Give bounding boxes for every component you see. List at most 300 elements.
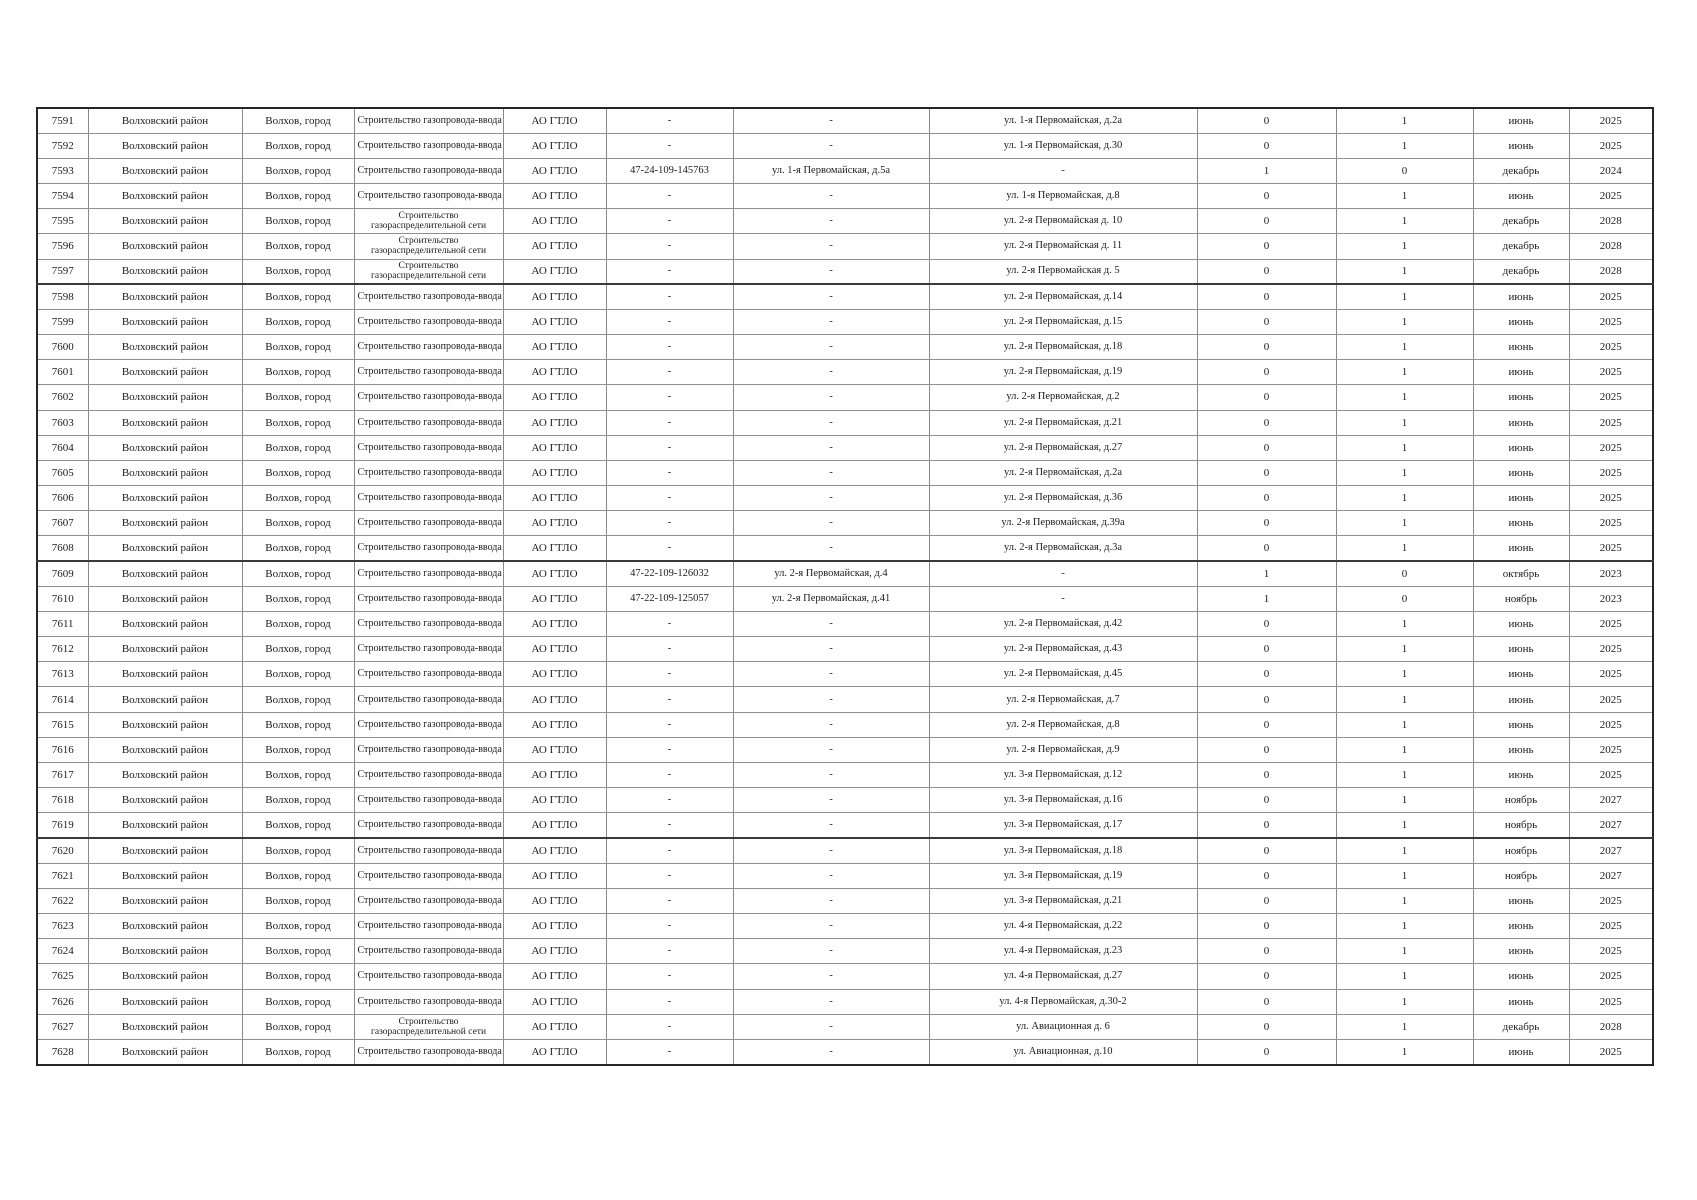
cell-planned-count: 1 <box>1336 1014 1473 1039</box>
cell-registration-number: - <box>606 989 733 1014</box>
cell-registration-number: - <box>606 184 733 209</box>
cell-row-number: 7599 <box>37 309 88 334</box>
cell-district: Волховский район <box>88 863 242 888</box>
cell-planned-address: ул. 4-я Первомайская, д.30-2 <box>929 989 1197 1014</box>
cell-month: июнь <box>1473 284 1569 309</box>
cell-year: 2028 <box>1569 209 1653 234</box>
cell-planned-address: ул. 2-я Первомайская, д.9 <box>929 737 1197 762</box>
cell-registration-number: - <box>606 385 733 410</box>
cell-planned-count: 1 <box>1336 712 1473 737</box>
cell-year: 2025 <box>1569 108 1653 133</box>
cell-month: июнь <box>1473 662 1569 687</box>
cell-year: 2025 <box>1569 435 1653 460</box>
cell-registration-number: - <box>606 712 733 737</box>
cell-work-type: Строительство газораспределительной сети <box>354 1014 503 1039</box>
cell-organization: АО ГТЛО <box>503 360 606 385</box>
cell-planned-address: ул. 1-я Первомайская, д.2а <box>929 108 1197 133</box>
cell-year: 2025 <box>1569 939 1653 964</box>
cell-row-number: 7601 <box>37 360 88 385</box>
cell-month: июнь <box>1473 964 1569 989</box>
cell-registered-address: - <box>733 964 929 989</box>
cell-completed-count: 0 <box>1197 108 1336 133</box>
cell-district: Волховский район <box>88 511 242 536</box>
cell-registered-address: ул. 1-я Первомайская, д.5а <box>733 158 929 183</box>
cell-row-number: 7609 <box>37 561 88 586</box>
cell-planned-count: 1 <box>1336 335 1473 360</box>
cell-year: 2025 <box>1569 309 1653 334</box>
cell-planned-address: ул. 4-я Первомайская, д.23 <box>929 939 1197 964</box>
cell-registered-address: - <box>733 385 929 410</box>
cell-planned-count: 1 <box>1336 133 1473 158</box>
cell-planned-address: ул. 2-я Первомайская, д.42 <box>929 611 1197 636</box>
cell-work-type: Строительство газопровода-ввода <box>354 914 503 939</box>
table-row <box>37 385 1653 410</box>
cell-settlement: Волхов, город <box>242 1014 354 1039</box>
cell-planned-count: 1 <box>1336 788 1473 813</box>
cell-registered-address: - <box>733 536 929 561</box>
cell-organization: АО ГТЛО <box>503 888 606 913</box>
cell-registered-address: - <box>733 637 929 662</box>
cell-registration-number: 47-24-109-145763 <box>606 158 733 183</box>
cell-month: июнь <box>1473 1039 1569 1065</box>
cell-district: Волховский район <box>88 360 242 385</box>
cell-planned-address: ул. 2-я Первомайская д. 5 <box>929 259 1197 284</box>
cell-completed-count: 0 <box>1197 460 1336 485</box>
cell-district: Волховский район <box>88 637 242 662</box>
cell-row-number: 7606 <box>37 486 88 511</box>
cell-settlement: Волхов, город <box>242 964 354 989</box>
cell-organization: АО ГТЛО <box>503 410 606 435</box>
cell-row-number: 7621 <box>37 863 88 888</box>
cell-year: 2025 <box>1569 888 1653 913</box>
cell-completed-count: 0 <box>1197 914 1336 939</box>
table-row <box>37 964 1653 989</box>
table-row <box>37 410 1653 435</box>
table-row <box>37 360 1653 385</box>
cell-organization: АО ГТЛО <box>503 309 606 334</box>
cell-year: 2025 <box>1569 712 1653 737</box>
cell-registered-address: - <box>733 737 929 762</box>
cell-settlement: Волхов, город <box>242 234 354 259</box>
cell-organization: АО ГТЛО <box>503 712 606 737</box>
cell-work-type: Строительство газопровода-ввода <box>354 184 503 209</box>
cell-registration-number: - <box>606 108 733 133</box>
cell-completed-count: 0 <box>1197 863 1336 888</box>
cell-year: 2027 <box>1569 863 1653 888</box>
cell-year: 2025 <box>1569 989 1653 1014</box>
cell-settlement: Волхов, город <box>242 687 354 712</box>
cell-registered-address: - <box>733 662 929 687</box>
cell-settlement: Волхов, город <box>242 939 354 964</box>
cell-work-type: Строительство газопровода-ввода <box>354 486 503 511</box>
cell-registered-address: - <box>733 284 929 309</box>
cell-registration-number: - <box>606 536 733 561</box>
cell-registered-address: - <box>733 259 929 284</box>
cell-registration-number: - <box>606 863 733 888</box>
cell-month: июнь <box>1473 536 1569 561</box>
cell-row-number: 7623 <box>37 914 88 939</box>
cell-registration-number: - <box>606 234 733 259</box>
cell-district: Волховский район <box>88 309 242 334</box>
cell-completed-count: 0 <box>1197 385 1336 410</box>
cell-planned-count: 1 <box>1336 964 1473 989</box>
cell-row-number: 7592 <box>37 133 88 158</box>
cell-registered-address: - <box>733 1014 929 1039</box>
cell-registration-number: - <box>606 309 733 334</box>
cell-completed-count: 0 <box>1197 536 1336 561</box>
cell-month: июнь <box>1473 435 1569 460</box>
cell-year: 2025 <box>1569 737 1653 762</box>
cell-work-type: Строительство газопровода-ввода <box>354 838 503 863</box>
cell-registered-address: - <box>733 687 929 712</box>
cell-row-number: 7591 <box>37 108 88 133</box>
cell-planned-address: ул. 4-я Первомайская, д.22 <box>929 914 1197 939</box>
cell-settlement: Волхов, город <box>242 209 354 234</box>
cell-row-number: 7626 <box>37 989 88 1014</box>
cell-district: Волховский район <box>88 1014 242 1039</box>
cell-settlement: Волхов, город <box>242 108 354 133</box>
cell-work-type: Строительство газопровода-ввода <box>354 712 503 737</box>
cell-organization: АО ГТЛО <box>503 737 606 762</box>
cell-completed-count: 0 <box>1197 788 1336 813</box>
cell-settlement: Волхов, город <box>242 737 354 762</box>
cell-organization: АО ГТЛО <box>503 259 606 284</box>
cell-completed-count: 0 <box>1197 637 1336 662</box>
table-row <box>37 133 1653 158</box>
cell-settlement: Волхов, город <box>242 888 354 913</box>
cell-district: Волховский район <box>88 813 242 838</box>
cell-organization: АО ГТЛО <box>503 863 606 888</box>
cell-month: июнь <box>1473 914 1569 939</box>
cell-planned-count: 1 <box>1336 536 1473 561</box>
cell-planned-address: - <box>929 158 1197 183</box>
cell-completed-count: 0 <box>1197 184 1336 209</box>
cell-year: 2024 <box>1569 158 1653 183</box>
table-body <box>37 108 1653 1065</box>
cell-planned-address: ул. 4-я Первомайская, д.27 <box>929 964 1197 989</box>
cell-registered-address: - <box>733 1039 929 1065</box>
cell-registered-address: - <box>733 989 929 1014</box>
cell-district: Волховский район <box>88 435 242 460</box>
cell-work-type: Строительство газопровода-ввода <box>354 284 503 309</box>
cell-work-type: Строительство газопровода-ввода <box>354 863 503 888</box>
cell-registration-number: - <box>606 511 733 536</box>
cell-registration-number: - <box>606 964 733 989</box>
cell-organization: АО ГТЛО <box>503 762 606 787</box>
cell-planned-address: ул. 3-я Первомайская, д.21 <box>929 888 1197 913</box>
table-row <box>37 561 1653 586</box>
cell-settlement: Волхов, город <box>242 989 354 1014</box>
cell-registration-number: - <box>606 209 733 234</box>
cell-settlement: Волхов, город <box>242 838 354 863</box>
cell-planned-address: ул. 2-я Первомайская д. 10 <box>929 209 1197 234</box>
cell-district: Волховский район <box>88 335 242 360</box>
cell-month: июнь <box>1473 762 1569 787</box>
cell-planned-address: - <box>929 586 1197 611</box>
cell-completed-count: 0 <box>1197 511 1336 536</box>
cell-month: июнь <box>1473 712 1569 737</box>
cell-work-type: Строительство газопровода-ввода <box>354 385 503 410</box>
cell-completed-count: 0 <box>1197 1039 1336 1065</box>
cell-completed-count: 0 <box>1197 360 1336 385</box>
cell-planned-count: 1 <box>1336 435 1473 460</box>
cell-organization: АО ГТЛО <box>503 460 606 485</box>
cell-organization: АО ГТЛО <box>503 586 606 611</box>
cell-registered-address: - <box>733 939 929 964</box>
cell-completed-count: 0 <box>1197 888 1336 913</box>
cell-planned-address: ул. 2-я Первомайская, д.15 <box>929 309 1197 334</box>
table-row <box>37 209 1653 234</box>
table-row <box>37 1014 1653 1039</box>
cell-registration-number: 47-22-109-126032 <box>606 561 733 586</box>
cell-completed-count: 0 <box>1197 687 1336 712</box>
cell-planned-count: 1 <box>1336 1039 1473 1065</box>
cell-organization: АО ГТЛО <box>503 435 606 460</box>
cell-registration-number: - <box>606 284 733 309</box>
cell-district: Волховский район <box>88 259 242 284</box>
cell-month: июнь <box>1473 360 1569 385</box>
cell-completed-count: 0 <box>1197 259 1336 284</box>
cell-month: июнь <box>1473 133 1569 158</box>
cell-settlement: Волхов, город <box>242 1039 354 1065</box>
cell-completed-count: 0 <box>1197 410 1336 435</box>
cell-organization: АО ГТЛО <box>503 385 606 410</box>
cell-district: Волховский район <box>88 788 242 813</box>
cell-work-type: Строительство газопровода-ввода <box>354 108 503 133</box>
cell-settlement: Волхов, город <box>242 385 354 410</box>
cell-registration-number: - <box>606 662 733 687</box>
table-row <box>37 662 1653 687</box>
cell-planned-count: 1 <box>1336 687 1473 712</box>
cell-year: 2025 <box>1569 133 1653 158</box>
cell-planned-address: ул. 1-я Первомайская, д.8 <box>929 184 1197 209</box>
cell-planned-count: 1 <box>1336 259 1473 284</box>
cell-settlement: Волхов, город <box>242 662 354 687</box>
cell-organization: АО ГТЛО <box>503 813 606 838</box>
cell-organization: АО ГТЛО <box>503 234 606 259</box>
cell-registration-number: - <box>606 888 733 913</box>
cell-registered-address: - <box>733 133 929 158</box>
cell-year: 2025 <box>1569 511 1653 536</box>
cell-row-number: 7625 <box>37 964 88 989</box>
cell-month: июнь <box>1473 335 1569 360</box>
cell-planned-count: 1 <box>1336 737 1473 762</box>
cell-planned-count: 0 <box>1336 158 1473 183</box>
cell-month: июнь <box>1473 989 1569 1014</box>
cell-registered-address: - <box>733 863 929 888</box>
cell-work-type: Строительство газопровода-ввода <box>354 964 503 989</box>
cell-planned-count: 1 <box>1336 486 1473 511</box>
cell-district: Волховский район <box>88 838 242 863</box>
table-row <box>37 888 1653 913</box>
cell-year: 2027 <box>1569 838 1653 863</box>
cell-year: 2025 <box>1569 1039 1653 1065</box>
cell-district: Волховский район <box>88 158 242 183</box>
cell-completed-count: 0 <box>1197 284 1336 309</box>
cell-work-type: Строительство газопровода-ввода <box>354 687 503 712</box>
cell-registered-address: - <box>733 410 929 435</box>
cell-completed-count: 0 <box>1197 662 1336 687</box>
gas-construction-registry-table <box>36 107 1654 1066</box>
cell-row-number: 7616 <box>37 737 88 762</box>
cell-district: Волховский район <box>88 561 242 586</box>
cell-planned-count: 1 <box>1336 914 1473 939</box>
cell-registered-address: - <box>733 309 929 334</box>
cell-planned-count: 1 <box>1336 209 1473 234</box>
cell-month: июнь <box>1473 511 1569 536</box>
cell-settlement: Волхов, город <box>242 511 354 536</box>
cell-work-type: Строительство газопровода-ввода <box>354 536 503 561</box>
cell-completed-count: 0 <box>1197 964 1336 989</box>
cell-district: Волховский район <box>88 888 242 913</box>
table-row <box>37 838 1653 863</box>
cell-planned-count: 1 <box>1336 637 1473 662</box>
cell-settlement: Волхов, город <box>242 712 354 737</box>
cell-organization: АО ГТЛО <box>503 838 606 863</box>
cell-registration-number: - <box>606 259 733 284</box>
cell-planned-count: 1 <box>1336 108 1473 133</box>
cell-planned-count: 0 <box>1336 561 1473 586</box>
cell-completed-count: 0 <box>1197 611 1336 636</box>
table-row <box>37 737 1653 762</box>
cell-row-number: 7593 <box>37 158 88 183</box>
cell-registration-number: - <box>606 914 733 939</box>
cell-work-type: Строительство газопровода-ввода <box>354 511 503 536</box>
cell-organization: АО ГТЛО <box>503 914 606 939</box>
cell-year: 2025 <box>1569 611 1653 636</box>
cell-planned-count: 1 <box>1336 410 1473 435</box>
cell-planned-address: ул. 2-я Первомайская, д.45 <box>929 662 1197 687</box>
cell-completed-count: 0 <box>1197 712 1336 737</box>
cell-district: Волховский район <box>88 234 242 259</box>
table-row <box>37 939 1653 964</box>
cell-work-type: Строительство газопровода-ввода <box>354 360 503 385</box>
cell-row-number: 7611 <box>37 611 88 636</box>
cell-district: Волховский район <box>88 989 242 1014</box>
cell-completed-count: 0 <box>1197 939 1336 964</box>
cell-month: ноябрь <box>1473 586 1569 611</box>
cell-registered-address: - <box>733 360 929 385</box>
cell-registered-address: - <box>733 460 929 485</box>
cell-completed-count: 0 <box>1197 209 1336 234</box>
cell-organization: АО ГТЛО <box>503 511 606 536</box>
table-row <box>37 914 1653 939</box>
cell-completed-count: 1 <box>1197 561 1336 586</box>
cell-row-number: 7594 <box>37 184 88 209</box>
cell-district: Волховский район <box>88 762 242 787</box>
cell-month: декабрь <box>1473 158 1569 183</box>
cell-settlement: Волхов, город <box>242 637 354 662</box>
cell-row-number: 7600 <box>37 335 88 360</box>
cell-organization: АО ГТЛО <box>503 662 606 687</box>
cell-settlement: Волхов, город <box>242 561 354 586</box>
cell-registered-address: - <box>733 184 929 209</box>
cell-work-type: Строительство газопровода-ввода <box>354 309 503 334</box>
cell-registered-address: - <box>733 435 929 460</box>
cell-row-number: 7617 <box>37 762 88 787</box>
cell-month: июнь <box>1473 309 1569 334</box>
cell-district: Волховский район <box>88 662 242 687</box>
cell-organization: АО ГТЛО <box>503 133 606 158</box>
cell-work-type: Строительство газопровода-ввода <box>354 410 503 435</box>
cell-organization: АО ГТЛО <box>503 335 606 360</box>
table-row <box>37 637 1653 662</box>
cell-organization: АО ГТЛО <box>503 486 606 511</box>
cell-planned-address: ул. 2-я Первомайская, д.14 <box>929 284 1197 309</box>
table-row <box>37 611 1653 636</box>
table-row <box>37 536 1653 561</box>
cell-registration-number: - <box>606 611 733 636</box>
cell-planned-count: 1 <box>1336 460 1473 485</box>
table-row <box>37 511 1653 536</box>
cell-work-type: Строительство газопровода-ввода <box>354 888 503 913</box>
cell-year: 2025 <box>1569 687 1653 712</box>
cell-completed-count: 0 <box>1197 133 1336 158</box>
cell-year: 2025 <box>1569 637 1653 662</box>
cell-planned-address: ул. 3-я Первомайская, д.12 <box>929 762 1197 787</box>
table-row <box>37 108 1653 133</box>
cell-planned-address: ул. 2-я Первомайская, д.21 <box>929 410 1197 435</box>
cell-organization: АО ГТЛО <box>503 561 606 586</box>
cell-district: Волховский район <box>88 536 242 561</box>
cell-planned-count: 1 <box>1336 838 1473 863</box>
cell-registration-number: - <box>606 939 733 964</box>
cell-year: 2025 <box>1569 184 1653 209</box>
cell-planned-address: - <box>929 561 1197 586</box>
cell-registered-address: - <box>733 712 929 737</box>
cell-registration-number: - <box>606 435 733 460</box>
cell-district: Волховский район <box>88 712 242 737</box>
cell-planned-count: 0 <box>1336 586 1473 611</box>
cell-work-type: Строительство газораспределительной сети <box>354 234 503 259</box>
cell-organization: АО ГТЛО <box>503 108 606 133</box>
cell-organization: АО ГТЛО <box>503 637 606 662</box>
table-row <box>37 284 1653 309</box>
cell-year: 2025 <box>1569 914 1653 939</box>
cell-work-type: Строительство газопровода-ввода <box>354 939 503 964</box>
cell-organization: АО ГТЛО <box>503 158 606 183</box>
cell-completed-count: 0 <box>1197 1014 1336 1039</box>
cell-planned-address: ул. 1-я Первомайская, д.30 <box>929 133 1197 158</box>
cell-registered-address: - <box>733 813 929 838</box>
cell-planned-address: ул. Авиационная, д.10 <box>929 1039 1197 1065</box>
cell-month: июнь <box>1473 888 1569 913</box>
cell-settlement: Волхов, город <box>242 586 354 611</box>
cell-year: 2025 <box>1569 964 1653 989</box>
cell-month: декабрь <box>1473 234 1569 259</box>
cell-registered-address: - <box>733 888 929 913</box>
cell-completed-count: 0 <box>1197 813 1336 838</box>
cell-registration-number: - <box>606 788 733 813</box>
cell-registered-address: - <box>733 234 929 259</box>
cell-planned-count: 1 <box>1336 611 1473 636</box>
cell-district: Волховский район <box>88 586 242 611</box>
cell-work-type: Строительство газопровода-ввода <box>354 611 503 636</box>
cell-completed-count: 1 <box>1197 586 1336 611</box>
cell-year: 2025 <box>1569 360 1653 385</box>
cell-row-number: 7607 <box>37 511 88 536</box>
cell-month: июнь <box>1473 460 1569 485</box>
cell-planned-address: ул. 2-я Первомайская, д.18 <box>929 335 1197 360</box>
cell-registered-address: ул. 2-я Первомайская, д.41 <box>733 586 929 611</box>
cell-planned-count: 1 <box>1336 360 1473 385</box>
cell-organization: АО ГТЛО <box>503 964 606 989</box>
cell-month: ноябрь <box>1473 838 1569 863</box>
cell-organization: АО ГТЛО <box>503 1014 606 1039</box>
cell-month: июнь <box>1473 486 1569 511</box>
table-row <box>37 989 1653 1014</box>
cell-registered-address: - <box>733 838 929 863</box>
